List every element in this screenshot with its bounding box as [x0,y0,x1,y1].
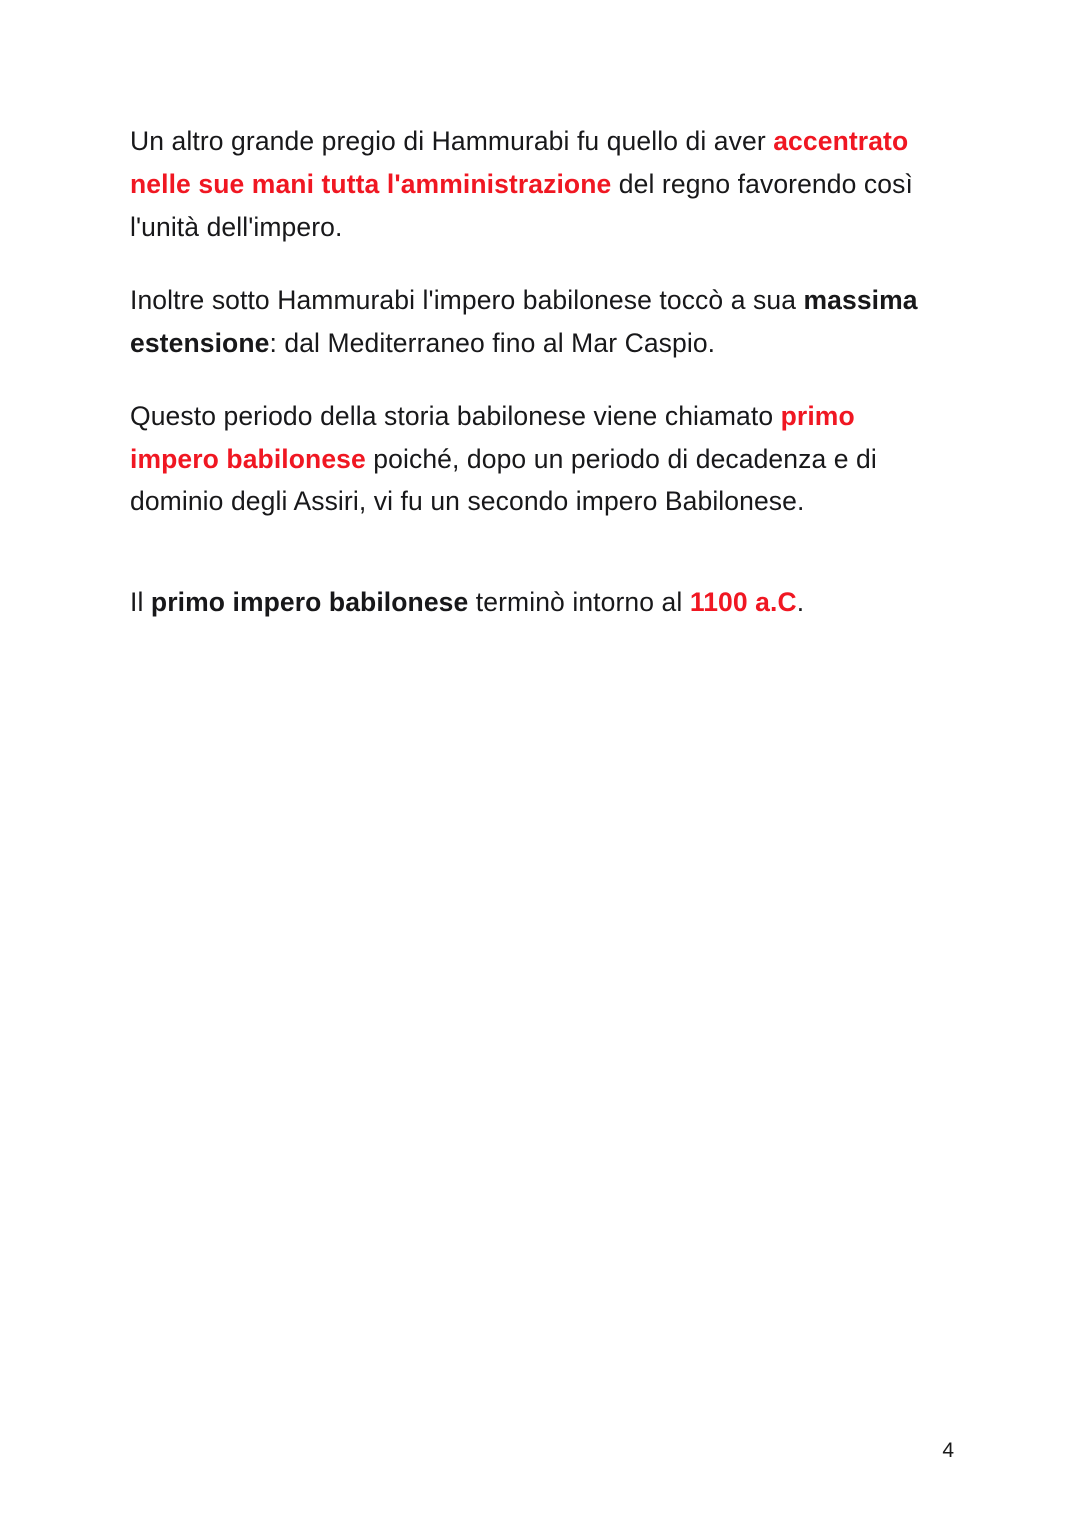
body-text: poiché, dopo un periodo di decadenza e di dominio degli Assiri, vi fu un secondo impero Babilonese. [130,443,877,517]
highlight-text: 1100 a.C [689,587,797,618]
body-text: Il [130,587,151,618]
paragraph [130,279,950,365]
body-text: terminò intorno al [468,587,690,618]
paragraph [130,120,950,249]
document-body [130,120,950,654]
paragraph [130,395,950,524]
bold-text: primo impero babilonese [150,587,469,618]
page-number: 4 [942,1439,954,1462]
body-text: del regno favorendo così l'unità dell'impero. [130,168,913,242]
body-text: Questo periodo della storia babilonese viene chiamato [130,400,781,431]
highlight-text: primo impero babilonese [130,400,855,474]
body-text: . [796,587,805,618]
body-text: Un altro grande pregio di Hammurabi fu quello di aver [130,126,774,156]
bold-text: massima estensione [130,284,918,358]
body-text: : dal Mediterraneo fino al Mar Caspio. [269,327,716,358]
paragraph [130,581,950,624]
highlight-text: accentrato nelle sue mani tutta l'amministrazione [130,126,909,199]
body-text: Inoltre sotto Hammurabi l'impero babilonese toccò a sua [130,284,804,315]
